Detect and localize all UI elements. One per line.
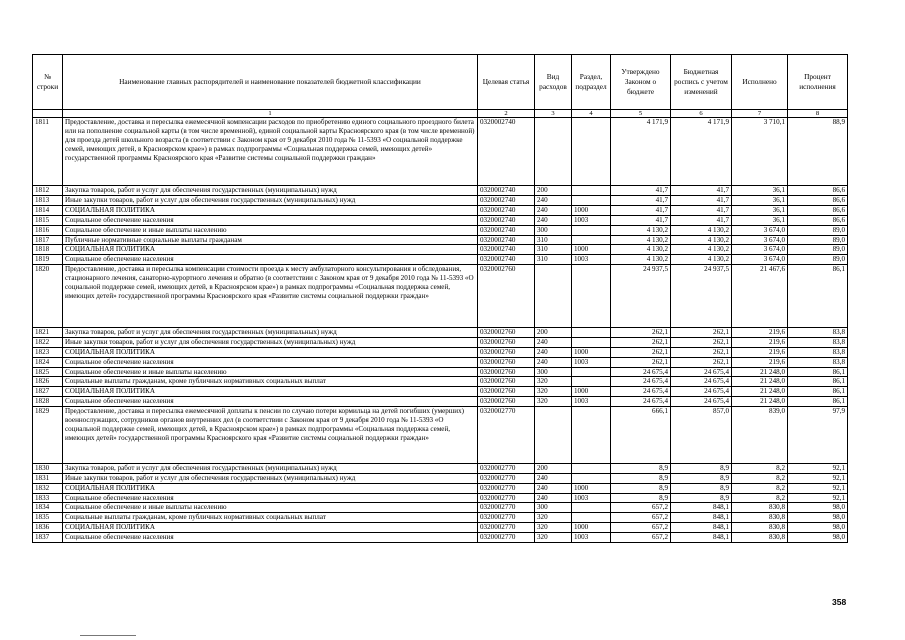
approved-cell: 24 937,5 bbox=[611, 265, 671, 328]
row-name-cell: Социальное обеспечение населения bbox=[63, 255, 478, 265]
approved-cell: 657,2 bbox=[611, 513, 671, 523]
approved-cell: 262,1 bbox=[611, 347, 671, 357]
executed-cell: 8,2 bbox=[732, 483, 788, 493]
expense-type-cell: 200 bbox=[535, 186, 572, 196]
row-number-cell: 1836 bbox=[33, 523, 63, 533]
row-number-cell: 1812 bbox=[33, 186, 63, 196]
expense-type-cell: 240 bbox=[535, 196, 572, 206]
section-cell bbox=[572, 464, 611, 474]
approved-cell: 262,1 bbox=[611, 328, 671, 338]
target-article-cell: 0320002740 bbox=[478, 186, 535, 196]
table-row bbox=[33, 473, 848, 483]
expense-type-cell: 300 bbox=[535, 503, 572, 513]
executed-cell: 3 674,0 bbox=[732, 245, 788, 255]
table-row bbox=[33, 235, 848, 245]
expense-type-cell: 310 bbox=[535, 245, 572, 255]
executed-cell: 21 248,0 bbox=[732, 367, 788, 377]
row-number-cell: 1837 bbox=[33, 533, 63, 543]
index-cell: 1 bbox=[63, 110, 478, 118]
row-name-cell: Предоставление, доставка и пересылка ежемесячной доплаты к пенсии по случаю потери кормильца на детей погибших (умерших) военнослужащих, сотрудников органов внутренних дел (в соответствии с Законом края от 9 декабря 2010 года № 11-5393 «О социальной поддержке семей, имеющих детей, в Красноярском крае») в рамках подпрограммы «Социальная поддержка семей, имеющих детей» государственной программы Красноярского края «Развитие системы социальной поддержки граждан» bbox=[63, 407, 478, 464]
table-row bbox=[33, 118, 848, 186]
budget-list-cell: 41,7 bbox=[671, 205, 732, 215]
executed-cell: 830,8 bbox=[732, 523, 788, 533]
section-cell bbox=[572, 118, 611, 186]
percent-cell: 86,6 bbox=[788, 196, 848, 206]
percent-cell: 89,0 bbox=[788, 225, 848, 235]
section-cell: 1000 bbox=[572, 483, 611, 493]
percent-cell: 86,6 bbox=[788, 186, 848, 196]
row-number-cell: 1834 bbox=[33, 503, 63, 513]
executed-cell: 36,1 bbox=[732, 186, 788, 196]
row-name-cell: Закупка товаров, работ и услуг для обеспечения государственных (муниципальных) нужд bbox=[63, 186, 478, 196]
percent-cell: 86,6 bbox=[788, 215, 848, 225]
expense-type-cell: 320 bbox=[535, 387, 572, 397]
budget-list-cell: 24 675,4 bbox=[671, 397, 732, 407]
budget-list-cell: 41,7 bbox=[671, 215, 732, 225]
row-name-cell: Социальное обеспечение населения bbox=[63, 215, 478, 225]
row-name-cell: Иные закупки товаров, работ и услуг для обеспечения государственных (муниципальных) нужд bbox=[63, 196, 478, 206]
row-name-cell: Закупка товаров, работ и услуг для обеспечения государственных (муниципальных) нужд bbox=[63, 464, 478, 474]
column-index-row bbox=[33, 110, 848, 118]
executed-cell: 219,6 bbox=[732, 328, 788, 338]
table-row bbox=[33, 205, 848, 215]
row-number-cell: 1819 bbox=[33, 255, 63, 265]
executed-cell: 3 674,0 bbox=[732, 225, 788, 235]
target-article-cell: 0320002770 bbox=[478, 407, 535, 464]
row-number-cell: 1832 bbox=[33, 483, 63, 493]
row-name-cell: Социальное обеспечение и иные выплаты населению bbox=[63, 503, 478, 513]
approved-cell: 657,2 bbox=[611, 503, 671, 513]
section-cell bbox=[572, 235, 611, 245]
expense-type-cell: 300 bbox=[535, 225, 572, 235]
row-number-cell: 1835 bbox=[33, 513, 63, 523]
percent-cell: 86,1 bbox=[788, 265, 848, 328]
row-number-cell: 1822 bbox=[33, 337, 63, 347]
section-cell: 1000 bbox=[572, 347, 611, 357]
section-cell bbox=[572, 367, 611, 377]
section-cell: 1000 bbox=[572, 245, 611, 255]
row-number-cell: 1830 bbox=[33, 464, 63, 474]
budget-list-cell: 4 130,2 bbox=[671, 235, 732, 245]
budget-list-cell: 4 171,9 bbox=[671, 118, 732, 186]
expense-type-cell: 310 bbox=[535, 235, 572, 245]
expense-type-cell: 240 bbox=[535, 473, 572, 483]
percent-cell: 89,0 bbox=[788, 255, 848, 265]
header-executed: Исполнено bbox=[732, 55, 788, 110]
approved-cell: 4 130,2 bbox=[611, 245, 671, 255]
percent-cell: 83,8 bbox=[788, 357, 848, 367]
budget-list-cell: 857,0 bbox=[671, 407, 732, 464]
approved-cell: 41,7 bbox=[611, 186, 671, 196]
approved-cell: 24 675,4 bbox=[611, 387, 671, 397]
table-row bbox=[33, 367, 848, 377]
percent-cell: 92,1 bbox=[788, 483, 848, 493]
row-number-cell: 1811 bbox=[33, 118, 63, 186]
approved-cell: 657,2 bbox=[611, 533, 671, 543]
row-name-cell: Социальное обеспечение и иные выплаты населению bbox=[63, 225, 478, 235]
approved-cell: 8,9 bbox=[611, 473, 671, 483]
budget-list-cell: 24 937,5 bbox=[671, 265, 732, 328]
table-row bbox=[33, 397, 848, 407]
target-article-cell: 0320002740 bbox=[478, 118, 535, 186]
section-cell bbox=[572, 377, 611, 387]
budget-list-cell: 262,1 bbox=[671, 328, 732, 338]
expense-type-cell: 200 bbox=[535, 464, 572, 474]
target-article-cell: 0320002770 bbox=[478, 513, 535, 523]
budget-list-cell: 262,1 bbox=[671, 357, 732, 367]
section-cell bbox=[572, 337, 611, 347]
row-number-cell: 1814 bbox=[33, 205, 63, 215]
table-row bbox=[33, 503, 848, 513]
row-name-cell: Социальное обеспечение населения bbox=[63, 357, 478, 367]
row-name-cell: Социальное обеспечение населения bbox=[63, 493, 478, 503]
expense-type-cell: 240 bbox=[535, 483, 572, 493]
row-name-cell: СОЦИАЛЬНАЯ ПОЛИТИКА bbox=[63, 347, 478, 357]
expense-type-cell bbox=[535, 407, 572, 464]
target-article-cell: 0320002740 bbox=[478, 245, 535, 255]
budget-list-cell: 848,1 bbox=[671, 503, 732, 513]
budget-list-cell: 24 675,4 bbox=[671, 377, 732, 387]
target-article-cell: 0320002760 bbox=[478, 337, 535, 347]
expense-type-cell: 240 bbox=[535, 357, 572, 367]
approved-cell: 262,1 bbox=[611, 357, 671, 367]
index-cell: 2 bbox=[478, 110, 535, 118]
table-row bbox=[33, 377, 848, 387]
section-cell: 1000 bbox=[572, 387, 611, 397]
header-expense-type: Вид расходов bbox=[535, 55, 572, 110]
row-number-cell: 1818 bbox=[33, 245, 63, 255]
percent-cell: 86,1 bbox=[788, 367, 848, 377]
expense-type-cell: 320 bbox=[535, 397, 572, 407]
target-article-cell: 0320002770 bbox=[478, 493, 535, 503]
index-cell: 6 bbox=[671, 110, 732, 118]
table-row bbox=[33, 265, 848, 328]
percent-cell: 89,0 bbox=[788, 235, 848, 245]
index-cell: 7 bbox=[732, 110, 788, 118]
table-row bbox=[33, 328, 848, 338]
expense-type-cell: 320 bbox=[535, 377, 572, 387]
target-article-cell: 0320002740 bbox=[478, 215, 535, 225]
expense-type-cell: 200 bbox=[535, 328, 572, 338]
row-number-cell: 1831 bbox=[33, 473, 63, 483]
approved-cell: 8,9 bbox=[611, 483, 671, 493]
section-cell: 1003 bbox=[572, 357, 611, 367]
target-article-cell: 0320002760 bbox=[478, 377, 535, 387]
footer-line bbox=[80, 635, 136, 636]
executed-cell: 36,1 bbox=[732, 205, 788, 215]
approved-cell: 41,7 bbox=[611, 196, 671, 206]
executed-cell: 3 674,0 bbox=[732, 255, 788, 265]
executed-cell: 21 248,0 bbox=[732, 397, 788, 407]
table-row bbox=[33, 533, 848, 543]
section-cell: 1003 bbox=[572, 533, 611, 543]
approved-cell: 24 675,4 bbox=[611, 377, 671, 387]
budget-list-cell: 848,1 bbox=[671, 513, 732, 523]
target-article-cell: 0320002760 bbox=[478, 347, 535, 357]
row-number-cell: 1817 bbox=[33, 235, 63, 245]
percent-cell: 88,9 bbox=[788, 118, 848, 186]
executed-cell: 219,6 bbox=[732, 337, 788, 347]
table-row bbox=[33, 186, 848, 196]
approved-cell: 666,1 bbox=[611, 407, 671, 464]
percent-cell: 92,1 bbox=[788, 464, 848, 474]
executed-cell: 830,8 bbox=[732, 503, 788, 513]
approved-cell: 4 171,9 bbox=[611, 118, 671, 186]
expense-type-cell bbox=[535, 118, 572, 186]
percent-cell: 86,1 bbox=[788, 387, 848, 397]
percent-cell: 98,0 bbox=[788, 513, 848, 523]
executed-cell: 36,1 bbox=[732, 196, 788, 206]
approved-cell: 4 130,2 bbox=[611, 255, 671, 265]
executed-cell: 8,2 bbox=[732, 464, 788, 474]
executed-cell: 8,2 bbox=[732, 493, 788, 503]
table-row bbox=[33, 215, 848, 225]
target-article-cell: 0320002760 bbox=[478, 357, 535, 367]
row-name-cell: Иные закупки товаров, работ и услуг для обеспечения государственных (муниципальных) нужд bbox=[63, 337, 478, 347]
budget-list-cell: 24 675,4 bbox=[671, 367, 732, 377]
table-row bbox=[33, 523, 848, 533]
budget-list-cell: 262,1 bbox=[671, 337, 732, 347]
percent-cell: 98,0 bbox=[788, 523, 848, 533]
section-cell: 1003 bbox=[572, 215, 611, 225]
executed-cell: 36,1 bbox=[732, 215, 788, 225]
row-number-cell: 1833 bbox=[33, 493, 63, 503]
header-section: Раздел, подраздел bbox=[572, 55, 611, 110]
target-article-cell: 0320002770 bbox=[478, 533, 535, 543]
row-number-cell: 1824 bbox=[33, 357, 63, 367]
budget-list-cell: 262,1 bbox=[671, 347, 732, 357]
table-row bbox=[33, 387, 848, 397]
percent-cell: 92,1 bbox=[788, 473, 848, 483]
budget-list-cell: 8,9 bbox=[671, 464, 732, 474]
table-row bbox=[33, 357, 848, 367]
target-article-cell: 0320002760 bbox=[478, 367, 535, 377]
section-cell: 1003 bbox=[572, 255, 611, 265]
approved-cell: 24 675,4 bbox=[611, 367, 671, 377]
budget-table bbox=[32, 54, 848, 543]
index-cell bbox=[33, 110, 63, 118]
target-article-cell: 0320002760 bbox=[478, 387, 535, 397]
row-name-cell: СОЦИАЛЬНАЯ ПОЛИТИКА bbox=[63, 245, 478, 255]
row-name-cell: Социальные выплаты гражданам, кроме публичных нормативных социальных выплат bbox=[63, 377, 478, 387]
table-row bbox=[33, 483, 848, 493]
row-number-cell: 1826 bbox=[33, 377, 63, 387]
row-number-cell: 1820 bbox=[33, 265, 63, 328]
row-name-cell: Социальное обеспечение населения bbox=[63, 397, 478, 407]
target-article-cell: 0320002770 bbox=[478, 503, 535, 513]
table-row bbox=[33, 347, 848, 357]
row-number-cell: 1821 bbox=[33, 328, 63, 338]
header-percent: Процент исполнения bbox=[788, 55, 848, 110]
section-cell bbox=[572, 513, 611, 523]
section-cell bbox=[572, 196, 611, 206]
row-name-cell: Социальные выплаты гражданам, кроме публичных нормативных социальных выплат bbox=[63, 513, 478, 523]
row-name-cell: Иные закупки товаров, работ и услуг для обеспечения государственных (муниципальных) нужд bbox=[63, 473, 478, 483]
expense-type-cell: 240 bbox=[535, 337, 572, 347]
approved-cell: 4 130,2 bbox=[611, 235, 671, 245]
index-cell: 4 bbox=[572, 110, 611, 118]
row-name-cell: Предоставление, доставка и пересылка ежемесячной компенсации расходов по приобретению единого социального проездного билета или на пополнение социальной карты (в том числе временной), единой социальной карты Красноярского края (в том числе временной) для проезда детей школьного возраста (в соответствии с Законом края от 9 декабря 2010 года № 11-5393 «О социальной поддержке семей, имеющих детей, в Красноярском крае») в рамках подпрограммы «Социальная поддержка семей, имеющих детей» государственной программы Красноярского края «Развитие системы социальной поддержки граждан» bbox=[63, 118, 478, 186]
budget-list-cell: 8,9 bbox=[671, 493, 732, 503]
executed-cell: 830,8 bbox=[732, 513, 788, 523]
index-cell: 5 bbox=[611, 110, 671, 118]
row-number-cell: 1829 bbox=[33, 407, 63, 464]
header-row-number: № строки bbox=[33, 55, 63, 110]
approved-cell: 41,7 bbox=[611, 215, 671, 225]
approved-cell: 657,2 bbox=[611, 523, 671, 533]
table-row bbox=[33, 225, 848, 235]
executed-cell: 3 710,1 bbox=[732, 118, 788, 186]
section-cell bbox=[572, 328, 611, 338]
section-cell: 1000 bbox=[572, 205, 611, 215]
header-approved: Утверждено Законом о бюджете bbox=[611, 55, 671, 110]
percent-cell: 97,9 bbox=[788, 407, 848, 464]
row-name-cell: Социальное обеспечение населения bbox=[63, 533, 478, 543]
row-number-cell: 1813 bbox=[33, 196, 63, 206]
section-cell bbox=[572, 473, 611, 483]
percent-cell: 98,0 bbox=[788, 533, 848, 543]
executed-cell: 219,6 bbox=[732, 347, 788, 357]
approved-cell: 41,7 bbox=[611, 205, 671, 215]
row-name-cell: СОЦИАЛЬНАЯ ПОЛИТИКА bbox=[63, 483, 478, 493]
budget-list-cell: 24 675,4 bbox=[671, 387, 732, 397]
executed-cell: 21 248,0 bbox=[732, 387, 788, 397]
row-number-cell: 1825 bbox=[33, 367, 63, 377]
expense-type-cell: 300 bbox=[535, 367, 572, 377]
table-row bbox=[33, 337, 848, 347]
executed-cell: 219,6 bbox=[732, 357, 788, 367]
table-row bbox=[33, 245, 848, 255]
expense-type-cell: 320 bbox=[535, 533, 572, 543]
target-article-cell: 0320002760 bbox=[478, 397, 535, 407]
row-name-cell: Предоставление, доставка и пересылка компенсации стоимости проезда к месту амбулаторного консультирования и обследования, стационарного лечения, санаторно-курортного лечения и обратно (в соответствии с Законом края от 9 декабря 2010 года № 11-5393 «О социальной поддержке семей, имеющих детей, в Красноярском крае») в рамках подпрограммы «Социальная поддержка семей, имеющих детей» государственной программы Красноярского края «Развитие системы социальной поддержки граждан» bbox=[63, 265, 478, 328]
budget-list-cell: 848,1 bbox=[671, 523, 732, 533]
table-row bbox=[33, 255, 848, 265]
approved-cell: 4 130,2 bbox=[611, 225, 671, 235]
expense-type-cell: 240 bbox=[535, 493, 572, 503]
row-name-cell: Публичные нормативные социальные выплаты гражданам bbox=[63, 235, 478, 245]
approved-cell: 8,9 bbox=[611, 493, 671, 503]
expense-type-cell: 240 bbox=[535, 347, 572, 357]
percent-cell: 92,1 bbox=[788, 493, 848, 503]
table-row bbox=[33, 513, 848, 523]
table-row bbox=[33, 493, 848, 503]
target-article-cell: 0320002760 bbox=[478, 265, 535, 328]
section-cell bbox=[572, 225, 611, 235]
executed-cell: 21 467,6 bbox=[732, 265, 788, 328]
expense-type-cell: 320 bbox=[535, 523, 572, 533]
row-name-cell: Закупка товаров, работ и услуг для обеспечения государственных (муниципальных) нужд bbox=[63, 328, 478, 338]
row-name-cell: Социальное обеспечение и иные выплаты населению bbox=[63, 367, 478, 377]
section-cell bbox=[572, 407, 611, 464]
expense-type-cell bbox=[535, 265, 572, 328]
executed-cell: 21 248,0 bbox=[732, 377, 788, 387]
percent-cell: 89,0 bbox=[788, 245, 848, 255]
target-article-cell: 0320002740 bbox=[478, 225, 535, 235]
row-name-cell: СОЦИАЛЬНАЯ ПОЛИТИКА bbox=[63, 387, 478, 397]
expense-type-cell: 320 bbox=[535, 513, 572, 523]
budget-list-cell: 848,1 bbox=[671, 533, 732, 543]
header-target-article: Целевая статья bbox=[478, 55, 535, 110]
table-header-row bbox=[33, 55, 848, 110]
budget-list-cell: 4 130,2 bbox=[671, 255, 732, 265]
approved-cell: 24 675,4 bbox=[611, 397, 671, 407]
percent-cell: 86,1 bbox=[788, 377, 848, 387]
section-cell bbox=[572, 186, 611, 196]
percent-cell: 83,8 bbox=[788, 328, 848, 338]
index-cell: 8 bbox=[788, 110, 848, 118]
approved-cell: 8,9 bbox=[611, 464, 671, 474]
budget-list-cell: 41,7 bbox=[671, 196, 732, 206]
index-cell: 3 bbox=[535, 110, 572, 118]
budget-list-cell: 8,9 bbox=[671, 473, 732, 483]
section-cell: 1003 bbox=[572, 493, 611, 503]
target-article-cell: 0320002740 bbox=[478, 196, 535, 206]
budget-list-cell: 4 130,2 bbox=[671, 225, 732, 235]
row-name-cell: СОЦИАЛЬНАЯ ПОЛИТИКА bbox=[63, 523, 478, 533]
section-cell: 1003 bbox=[572, 397, 611, 407]
percent-cell: 86,1 bbox=[788, 397, 848, 407]
target-article-cell: 0320002760 bbox=[478, 328, 535, 338]
target-article-cell: 0320002740 bbox=[478, 255, 535, 265]
header-budget-list: Бюджетная роспись с учетом изменений bbox=[671, 55, 732, 110]
expense-type-cell: 240 bbox=[535, 205, 572, 215]
table-row bbox=[33, 407, 848, 464]
row-number-cell: 1828 bbox=[33, 397, 63, 407]
executed-cell: 830,8 bbox=[732, 533, 788, 543]
row-number-cell: 1823 bbox=[33, 347, 63, 357]
section-cell: 1000 bbox=[572, 523, 611, 533]
row-number-cell: 1816 bbox=[33, 225, 63, 235]
percent-cell: 83,8 bbox=[788, 337, 848, 347]
target-article-cell: 0320002740 bbox=[478, 235, 535, 245]
expense-type-cell: 240 bbox=[535, 215, 572, 225]
executed-cell: 8,2 bbox=[732, 473, 788, 483]
row-number-cell: 1827 bbox=[33, 387, 63, 397]
budget-list-cell: 4 130,2 bbox=[671, 245, 732, 255]
percent-cell: 98,0 bbox=[788, 503, 848, 513]
table-row bbox=[33, 464, 848, 474]
section-cell bbox=[572, 265, 611, 328]
executed-cell: 839,0 bbox=[732, 407, 788, 464]
expense-type-cell: 310 bbox=[535, 255, 572, 265]
target-article-cell: 0320002770 bbox=[478, 483, 535, 493]
target-article-cell: 0320002740 bbox=[478, 205, 535, 215]
percent-cell: 83,8 bbox=[788, 347, 848, 357]
row-number-cell: 1815 bbox=[33, 215, 63, 225]
target-article-cell: 0320002770 bbox=[478, 473, 535, 483]
page-number: 358 bbox=[832, 597, 847, 607]
approved-cell: 262,1 bbox=[611, 337, 671, 347]
executed-cell: 3 674,0 bbox=[732, 235, 788, 245]
section-cell bbox=[572, 503, 611, 513]
target-article-cell: 0320002770 bbox=[478, 464, 535, 474]
budget-list-cell: 41,7 bbox=[671, 186, 732, 196]
budget-list-cell: 8,9 bbox=[671, 483, 732, 493]
table-row bbox=[33, 196, 848, 206]
row-name-cell: СОЦИАЛЬНАЯ ПОЛИТИКА bbox=[63, 205, 478, 215]
header-name: Наименование главных распорядителей и наименование показателей бюджетной классификации bbox=[63, 55, 478, 110]
percent-cell: 86,6 bbox=[788, 205, 848, 215]
target-article-cell: 0320002770 bbox=[478, 523, 535, 533]
